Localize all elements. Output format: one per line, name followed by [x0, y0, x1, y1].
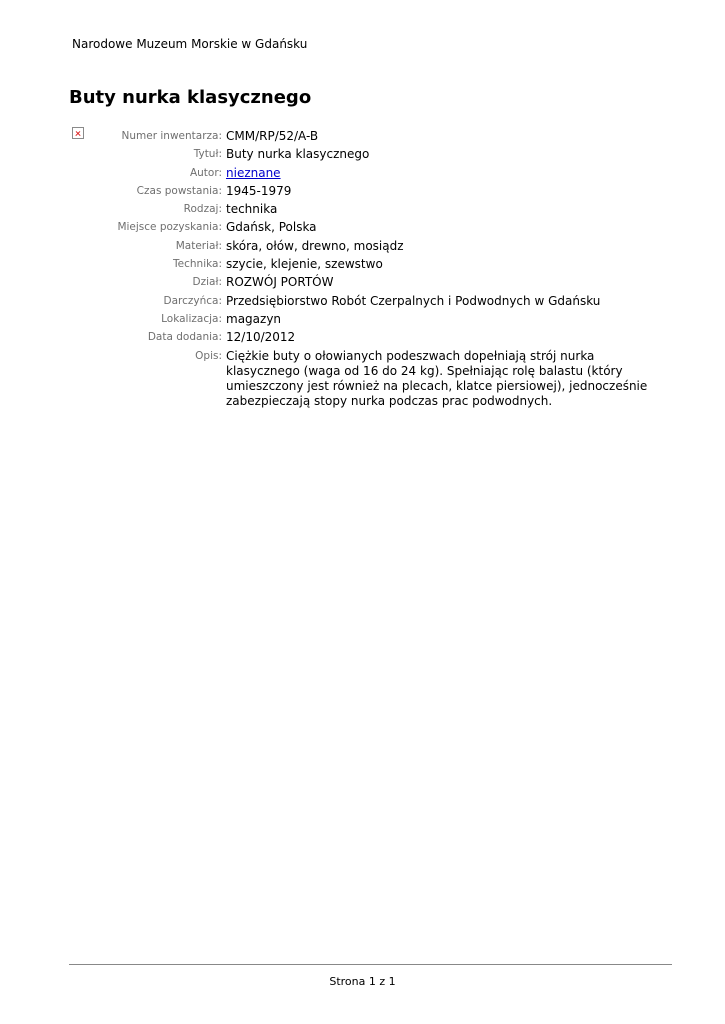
- field-row-date-created: [0, 184, 725, 199]
- field-row-acquisition-place: [0, 220, 725, 235]
- field-row-type: [0, 202, 725, 217]
- page-title: Buty nurka klasycznego: [69, 87, 312, 108]
- field-row-donor: [0, 294, 725, 309]
- author-link[interactable]: nieznane: [226, 165, 281, 180]
- page-number: Strona 1 z 1: [329, 975, 396, 988]
- field-label: Materiał:: [175, 239, 222, 252]
- footer-divider: [69, 964, 672, 965]
- field-value: skóra, ołów, drewno, mosiądz: [226, 238, 404, 253]
- field-label: Darczyńca:: [163, 294, 222, 307]
- field-row-material: [0, 239, 725, 254]
- field-value: Gdańsk, Polska: [226, 220, 317, 235]
- field-value: magazyn: [226, 311, 282, 326]
- field-label: Data dodania:: [147, 331, 222, 344]
- field-value: 1945-1979: [226, 183, 292, 198]
- metadata-list: [0, 129, 725, 412]
- field-label: Lokalizacja:: [161, 312, 222, 325]
- institution-header: Narodowe Muzeum Morskie w Gdańsku: [72, 37, 308, 51]
- field-row-date-added: [0, 330, 725, 345]
- field-value: ROZWÓJ PORTÓW: [226, 275, 334, 290]
- field-row-location: [0, 312, 725, 327]
- field-row-author: [0, 166, 725, 181]
- field-label: Autor:: [189, 166, 222, 179]
- field-value: CMM/RP/52/A-B: [226, 129, 319, 143]
- field-label: Technika:: [173, 258, 222, 271]
- field-row-inventory-number: [0, 129, 725, 144]
- field-label: Miejsce pozyskania:: [117, 221, 222, 234]
- field-label: Numer inwentarza:: [121, 130, 222, 142]
- field-value: technika: [226, 202, 278, 217]
- field-label: Czas powstania:: [136, 184, 222, 197]
- field-value: Przedsiębiorstwo Robót Czerpalnych i Podwodnych w Gdańsku: [226, 293, 601, 308]
- field-label: Rodzaj:: [183, 203, 222, 216]
- field-value: szycie, klejenie, szewstwo: [226, 257, 383, 272]
- field-value: Buty nurka klasycznego: [226, 147, 370, 162]
- field-row-department: [0, 275, 725, 290]
- field-label: Opis:: [195, 349, 222, 362]
- field-row-description: [0, 349, 725, 409]
- field-row-title: [0, 147, 725, 162]
- field-value: 12/10/2012: [226, 330, 296, 345]
- field-row-technique: [0, 257, 725, 272]
- description-text: Ciężkie buty o ołowianych podeszwach dopełniają strój nurka klasycznego (waga od 16 do 24 kg). Spełniając rolę balastu (który umieszczony jest również na plecach, klatce piersiowej), jednocześnie zabezpieczają stopy nurka podczas prac podwodnych.: [226, 348, 648, 408]
- field-label: Tytuł:: [193, 148, 222, 161]
- field-label: Dział:: [192, 276, 222, 289]
